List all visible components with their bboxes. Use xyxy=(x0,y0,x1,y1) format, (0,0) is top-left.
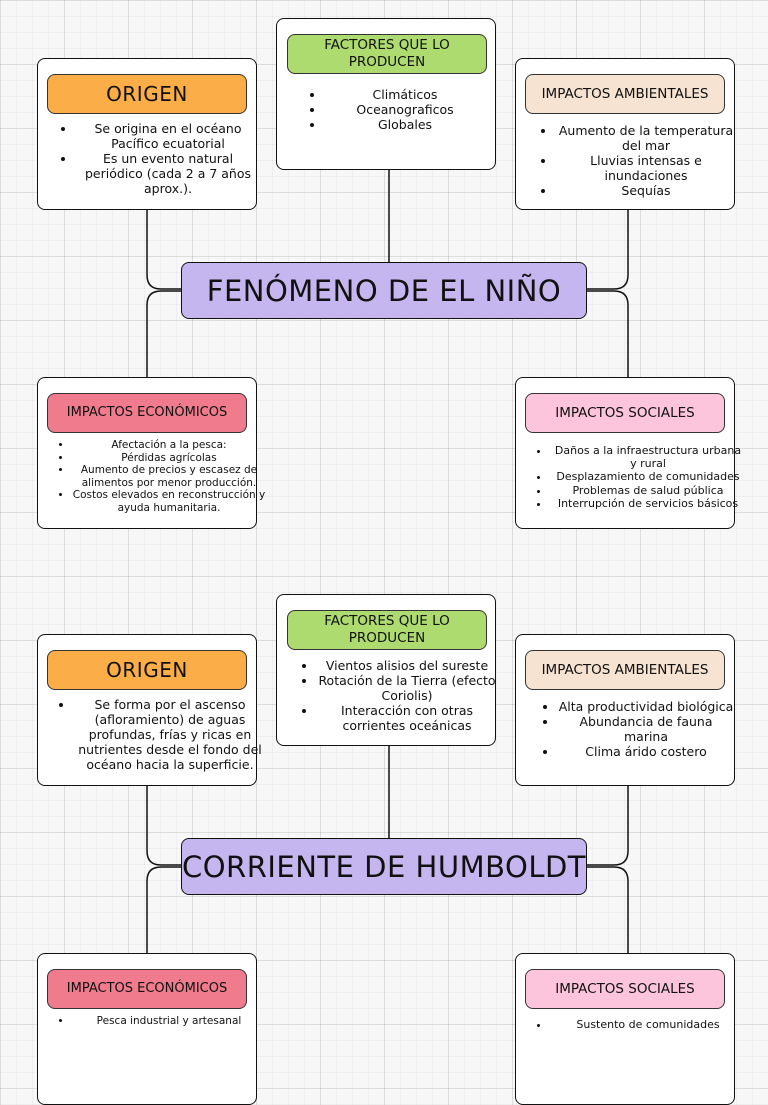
list-item: • Sustento de comunidades xyxy=(550,1018,746,1031)
origen-card xyxy=(37,58,257,210)
list-item: • Rotación de la Tierra (efecto Coriolis) xyxy=(317,673,497,703)
economicos-title: IMPACTOS ECONÓMICOS xyxy=(47,393,247,433)
list-item: • Sequías xyxy=(556,183,736,198)
concept-map-el-nino xyxy=(0,0,768,514)
origen-list xyxy=(58,121,260,196)
list-item: • Pesca industrial y artesanal xyxy=(72,1015,266,1028)
list-item: • Aumento de precios y escasez de alimentos por menor producción. xyxy=(72,464,266,489)
list-item: • Es un evento natural periódico (cada 2 a 7 años aprox.). xyxy=(76,151,260,196)
origen-card xyxy=(37,634,262,786)
sociales-list xyxy=(532,444,746,510)
origen-title: ORIGEN xyxy=(47,74,247,114)
list-item: • Interacción con otras corrientes oceánicas xyxy=(317,703,497,733)
list-item: • Problemas de salud pública xyxy=(550,484,746,497)
sociales-card xyxy=(515,953,735,1105)
factores-card xyxy=(276,594,496,746)
ambientales-card xyxy=(515,634,735,786)
list-item: • Daños a la infraestructura urbana y rural xyxy=(550,444,746,470)
sociales-list xyxy=(532,1018,746,1031)
ambientales-list xyxy=(538,123,736,198)
list-item: • Abundancia de fauna marina xyxy=(558,714,734,744)
list-item: • Aumento de la temperatura del mar xyxy=(556,123,736,153)
list-item: • Se forma por el ascenso (afloramiento) de aguas profundas, frías y ricas en nutrientes desde el fondo del océano hacia la superficie. xyxy=(74,697,266,772)
ambientales-list xyxy=(540,699,734,759)
list-item: • Afectación a la pesca: xyxy=(72,439,266,452)
list-item: • Vientos alisios del sureste xyxy=(317,658,497,673)
factores-list xyxy=(307,87,485,132)
ambientales-title: IMPACTOS AMBIENTALES xyxy=(525,650,725,690)
economicos-title: IMPACTOS ECONÓMICOS xyxy=(47,969,247,1009)
factores-card xyxy=(276,18,496,170)
ambientales-title: IMPACTOS AMBIENTALES xyxy=(525,74,725,114)
economicos-card xyxy=(37,377,266,529)
list-item: • Costos elevados en reconstrucción y ayuda humanitaria. xyxy=(72,489,266,514)
economicos-card xyxy=(37,953,257,1105)
list-item: • Interrupción de servicios básicos xyxy=(550,497,746,510)
list-item: • Desplazamiento de comunidades xyxy=(550,470,746,483)
list-item: • Globales xyxy=(325,117,485,132)
factores-list xyxy=(299,658,497,733)
list-item: • Clima árido costero xyxy=(558,744,734,759)
factores-title: FACTORES QUE LO PRODUCEN xyxy=(287,34,487,74)
list-item: • Oceanograficos xyxy=(325,102,485,117)
sociales-title: IMPACTOS SOCIALES xyxy=(525,393,725,433)
central-topic: CORRIENTE DE HUMBOLDT xyxy=(181,838,587,895)
central-topic: FENÓMENO DE EL NIÑO xyxy=(181,262,587,319)
list-item: • Climáticos xyxy=(325,87,485,102)
factores-title: FACTORES QUE LO PRODUCEN xyxy=(287,610,487,650)
ambientales-card xyxy=(515,58,735,210)
sociales-card xyxy=(515,377,742,529)
origen-list xyxy=(56,697,266,772)
origen-title: ORIGEN xyxy=(47,650,247,690)
sociales-title: IMPACTOS SOCIALES xyxy=(525,969,725,1009)
list-item: • Lluvias intensas e inundaciones xyxy=(556,153,736,183)
concept-map-humboldt xyxy=(0,576,768,1031)
list-item: • Pérdidas agrícolas xyxy=(72,452,266,465)
economicos-list xyxy=(54,439,266,515)
list-item: • Alta productividad biológica xyxy=(558,699,734,714)
economicos-list xyxy=(54,1015,266,1028)
list-item: • Se origina en el océano Pacífico ecuatorial xyxy=(76,121,260,151)
